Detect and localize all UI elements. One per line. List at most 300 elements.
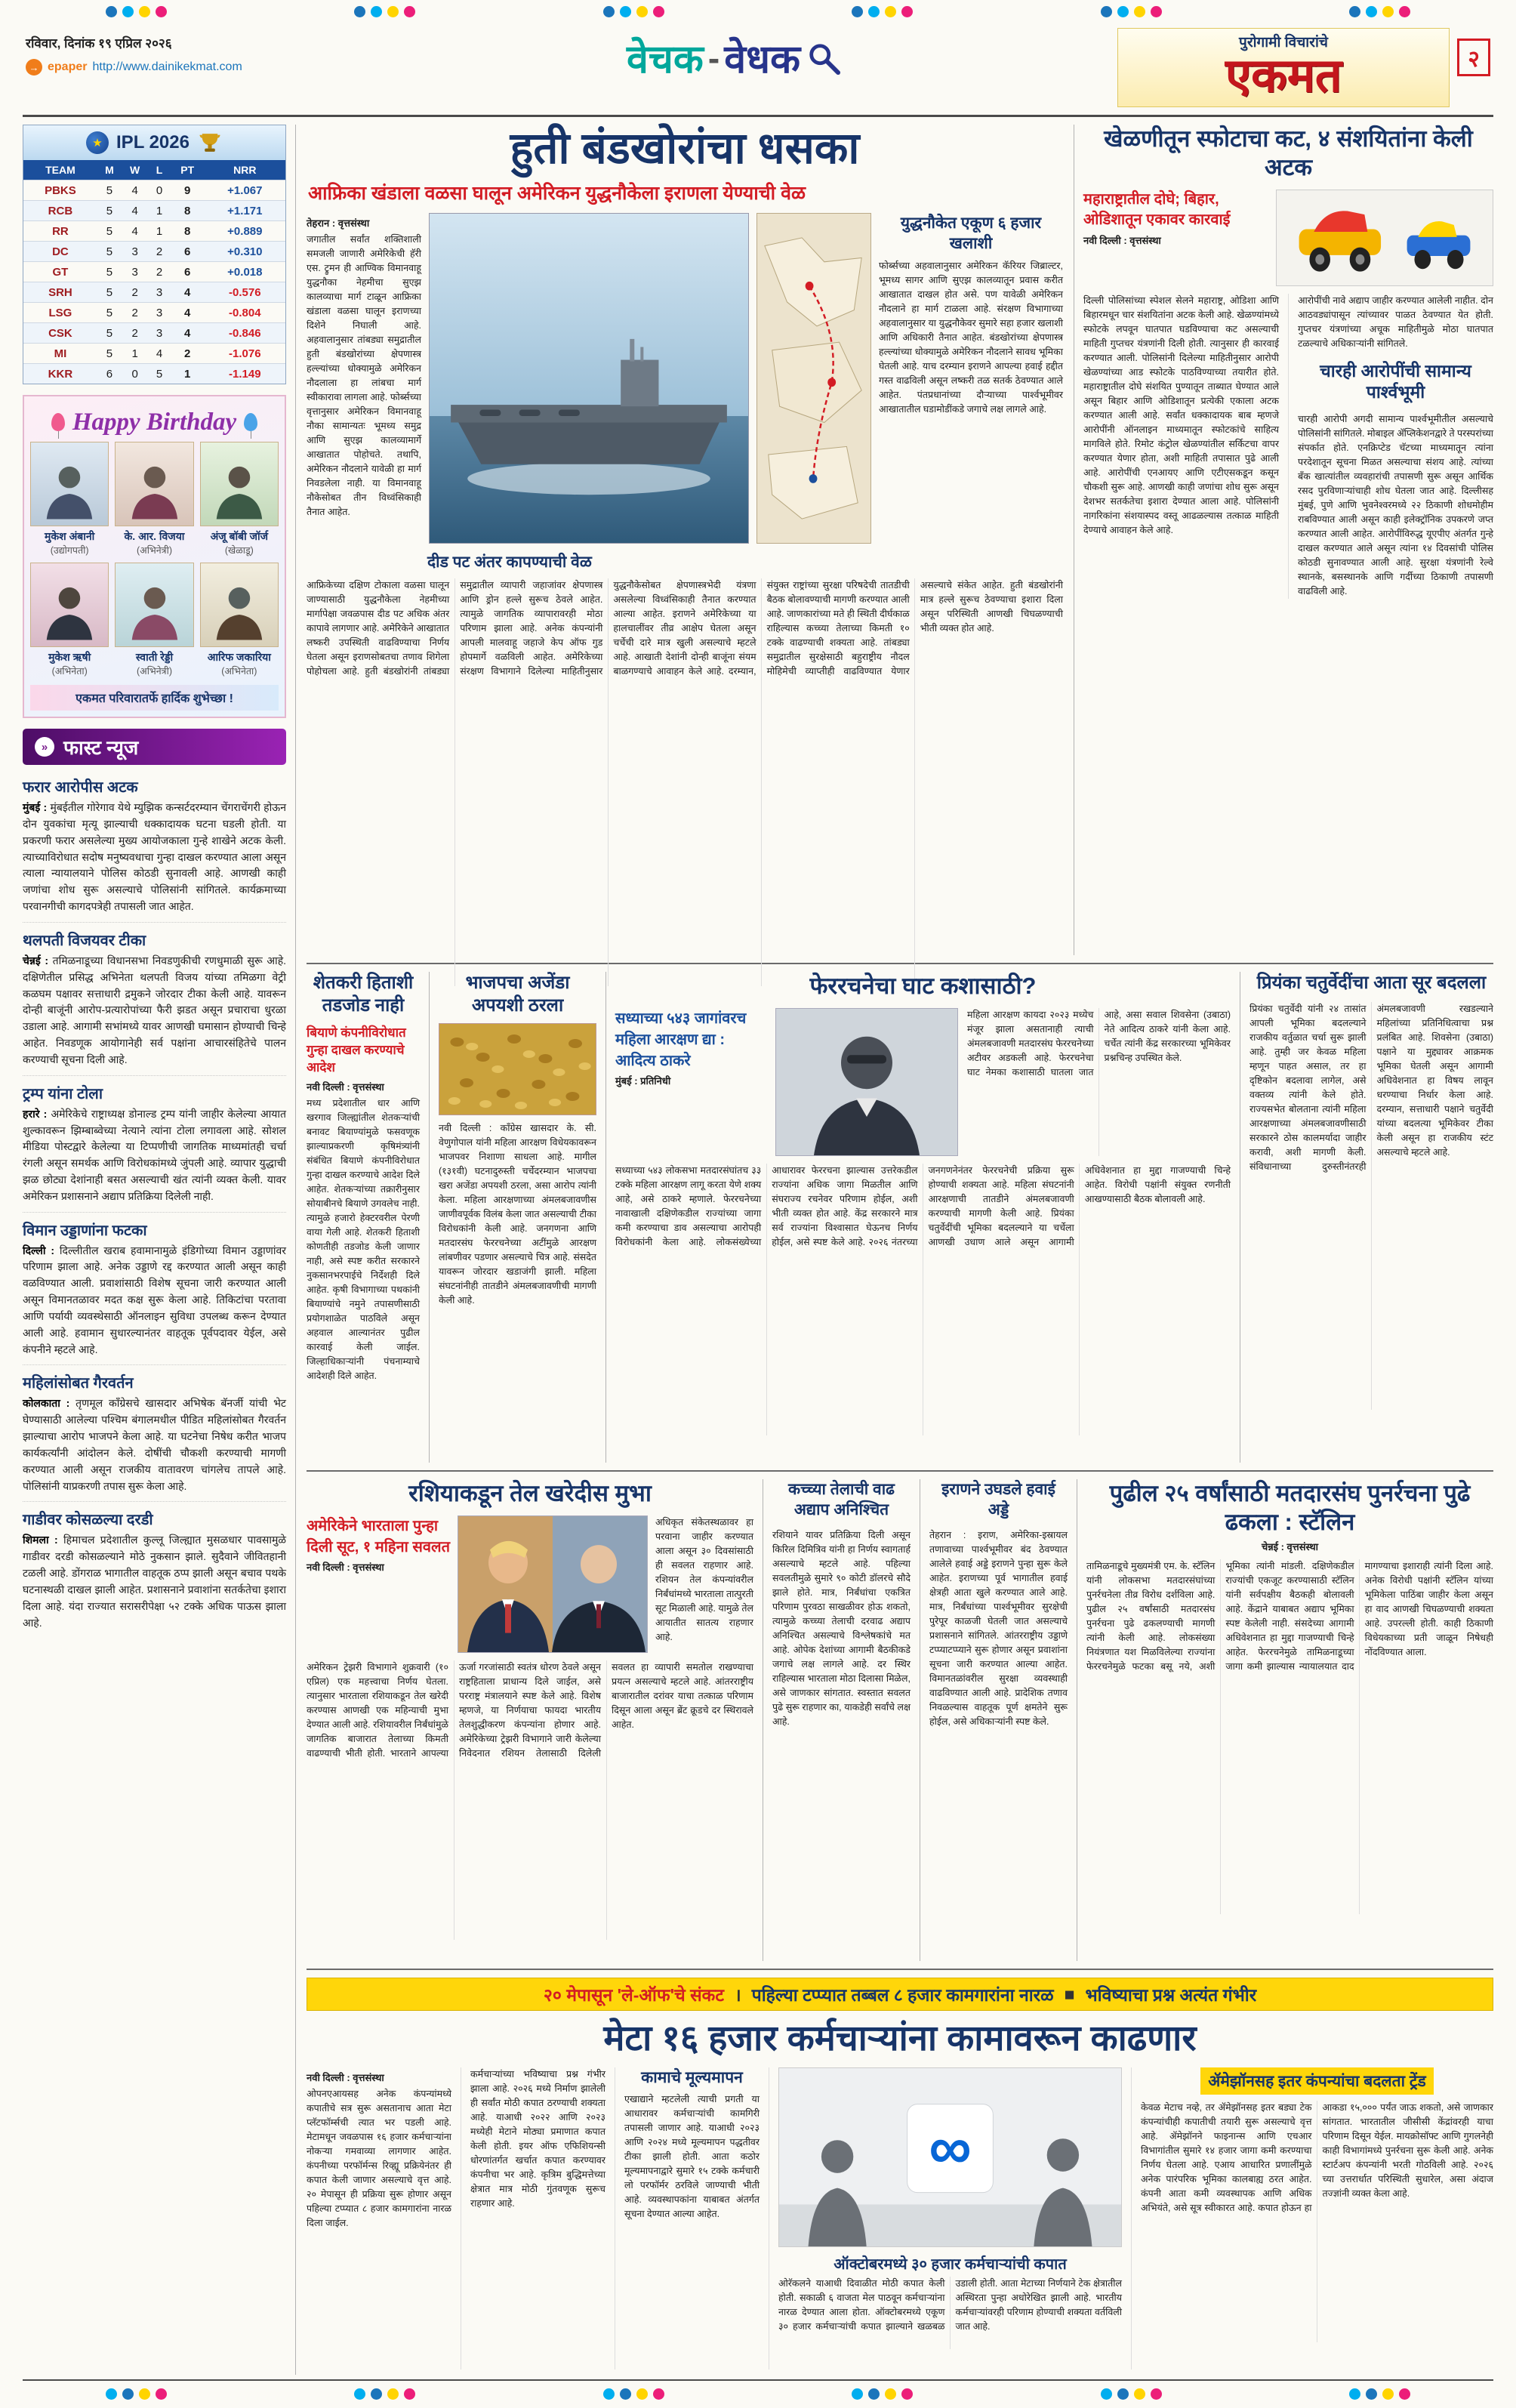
toy-body-right-intro: आरोपींची नावे अद्याप जाहीर करण्यात आलेली नाहीत. दोन आठवड्यांपासून त्यांच्यावर पाळत ठेवण्यात येत होती. गुप्तचर यंत्रणांच्या अचूक माहितीमुळे मोठा घातपात टळल्याचे अधिकाऱ्यांनी सांगितले. bbox=[1298, 294, 1493, 349]
registration-dot bbox=[1151, 6, 1162, 17]
meta-column-2-text: कर्मचाऱ्यांच्या भविष्याचा प्रश्न गंभीर झाला आहे. २०२६ मध्ये निर्माण झालेली ही सर्वांत मोठी कपात ठरण्याची शक्यता आहे. याआधी २०२२ आणि २०२३ मध्येही मेटाने मोठ्या प्रमाणात कपात केली होती. इयर ऑफ एफिशियन्सी धोरणांतर्गत खर्चात कपात करण्यावर कंपनीचा भर आहे. कृत्रिम बुद्धिमत्तेच्या क्षेत्रात मात्र मोठी गुंतवणूक सुरूच राहणार आहे. bbox=[470, 2068, 605, 2209]
crude-body-text: रशियाने यावर प्रतिक्रिया दिली असून किरिल दिमित्रिव यांनी हा निर्णय स्वागतार्ह असल्याचे म्हटले आहे. पहिल्या सवलतीमुळे सुमारे ९० कोटी डॉलरचे सौदे झाले होते. मात्र, निर्बंधांचा एकत्रित परिणाम पुरवठा साखळीवर होऊ शकतो, त्यामुळे कच्च्या तेलाची दरवाढ अद्याप अनिश्चित असल्याचे विश्लेषकांचे मत आहे. ओपेक देशांच्या आगामी बैठकीकडे जगाचे लक्ष लागले आहे. दर स्थिर राहिल्यास भारताला मोठा दिलासा मिळेल, असे जाणकार सांगतात. स्वस्तात सवलत पुढे सुरू राहणार का, याकडेही सर्वांचे लक्ष आहे. bbox=[772, 1529, 911, 1727]
registration-dot bbox=[1134, 6, 1145, 17]
ipl-cell: -0.576 bbox=[205, 282, 285, 303]
ipl-cell: 4 bbox=[171, 303, 205, 323]
ipl-cell: +0.889 bbox=[205, 221, 285, 242]
leaders-photo bbox=[458, 1515, 648, 1653]
birthday-card bbox=[30, 563, 109, 677]
fast-news-item bbox=[23, 769, 286, 923]
fast-news-headline: थलपती विजयवर टीका bbox=[23, 932, 146, 949]
page-header bbox=[23, 20, 1493, 117]
meta-content-row bbox=[307, 2067, 1493, 2369]
ipl-cell: 3 bbox=[122, 262, 148, 282]
stalin-body-text: तामिळनाडूचे मुख्यमंत्री एम. के. स्टॅलिन यांनी लोकसभा मतदारसंघांच्या पुनर्रचनेला तीव्र विरोध दर्शविला आहे. पुढील २५ वर्षांसाठी मतदारसंघ पुनर्रचना पुढे ढकलण्याची मागणी त्यांनी केली आहे. लोकसंख्या नियंत्रणात यश मिळविलेल्या राज्यांना फेररचनेमुळे फटका बसू नये, अशी भूमिका त्यांनी मांडली. दक्षिणेकडील राज्यांची एकजूट करण्यासाठी स्टॅलिन यांनी सर्वपक्षीय बैठकही बोलावली आहे. केंद्राने याबाबत अद्याप भूमिका स्पष्ट केलेली नाही. संसदेच्या आगामी अधिवेशनात हा मुद्दा गाजण्याची चिन्हे आहेत. फेररचनेमुळे तामिळनाडूच्या जागा कमी झाल्यास न्यायालयात दाद मागण्याचा इशाराही त्यांनी दिला आहे. अनेक विरोधी पक्षांनी स्टॅलिन यांच्या भूमिकेला पाठिंबा जाहीर केला असून हा वाद आणखी चिघळण्याची शक्यता आहे. उपरल्ली होती. काही ठिकाणी विधेयकाच्या प्रती जाळून निषेधही नोंदविण्यात आला. bbox=[1086, 1560, 1493, 1672]
logo-dash: - bbox=[707, 38, 720, 78]
ipl-cell: 2 bbox=[171, 344, 205, 364]
ipl-cell: 6 bbox=[171, 262, 205, 282]
banner-part-3: भविष्याचा प्रश्न अत्यंत गंभीर bbox=[1085, 1985, 1257, 2006]
ipl-cell: 0 bbox=[148, 180, 170, 201]
fast-news bbox=[23, 729, 286, 1638]
grain-photo bbox=[439, 1023, 596, 1115]
priyanka-article bbox=[1240, 972, 1493, 1463]
table-row bbox=[23, 262, 285, 282]
fast-news-body bbox=[23, 1243, 286, 1358]
ipl-cell: -0.804 bbox=[205, 303, 285, 323]
logo-word-vedhak: वेधक bbox=[724, 38, 801, 82]
fast-news-item bbox=[23, 1213, 286, 1366]
priyanka-headline: प्रियंका चतुर्वेदींचा आता सूर बदलला bbox=[1256, 973, 1487, 994]
birthday-grid bbox=[30, 442, 279, 677]
registration-dot bbox=[1151, 2388, 1162, 2400]
ipl-cell: 4 bbox=[171, 323, 205, 344]
meta-office-photo bbox=[778, 2067, 1122, 2247]
registration-dot bbox=[371, 6, 382, 17]
person-photo bbox=[200, 563, 279, 647]
fast-news-city: शिमला : bbox=[23, 1534, 58, 1546]
registration-dot bbox=[1134, 2388, 1145, 2400]
fast-news-city: कोलकाता : bbox=[23, 1397, 70, 1410]
registration-dot bbox=[901, 2388, 913, 2400]
registration-dot bbox=[1399, 2388, 1410, 2400]
trophy-icon bbox=[197, 130, 223, 156]
ipl-cell: 6 bbox=[171, 242, 205, 262]
registration-dot bbox=[1349, 6, 1360, 17]
registration-dot-group bbox=[1101, 6, 1162, 17]
bjp-headline: भाजपचा अजेंडा अपयशी ठरला bbox=[465, 973, 570, 1016]
bjp-agenda-article bbox=[429, 972, 596, 1463]
meta-dateline: नवी दिल्ली : वृत्तसंस्था bbox=[307, 2071, 384, 2083]
registration-dot bbox=[354, 6, 365, 17]
registration-dot bbox=[885, 6, 896, 17]
fast-news-body bbox=[23, 1106, 286, 1205]
magnifier-icon bbox=[806, 41, 841, 76]
birthday-footer: एकमत परिवारातर्फे हार्दिक शुभेच्छा ! bbox=[30, 685, 279, 711]
ipl-cell: 2 bbox=[122, 323, 148, 344]
registration-dot bbox=[868, 6, 880, 17]
birthday-card bbox=[200, 563, 279, 677]
ipl-cell: RR bbox=[23, 221, 97, 242]
toy-blast-headline: खेळणीतून स्फोटाचा कट, ४ संशयितांना केली अटक bbox=[1104, 125, 1473, 180]
ipl-cell: RCB bbox=[23, 201, 97, 221]
iran-airports-article bbox=[920, 1479, 1068, 1961]
ipl-cell: 3 bbox=[148, 282, 170, 303]
meta-office-illustration bbox=[779, 2068, 1121, 2246]
ipl-cell: +0.310 bbox=[205, 242, 285, 262]
date-line: रविवार, दिनांक १९ एप्रिल २०२६ bbox=[26, 36, 172, 51]
aircraft-carrier-photo bbox=[429, 213, 749, 544]
ipl-cell: GT bbox=[23, 262, 97, 282]
registration-dot bbox=[354, 2388, 365, 2400]
birthday-title: Happy Birthday bbox=[72, 408, 237, 436]
registration-dot bbox=[404, 6, 415, 17]
ipl-cell: 1 bbox=[171, 364, 205, 384]
route-map-illustration bbox=[757, 214, 870, 543]
meta-column-1 bbox=[307, 2067, 451, 2369]
ipl-cell: 3 bbox=[122, 242, 148, 262]
registration-dot bbox=[1117, 2388, 1129, 2400]
restructure-top-row bbox=[615, 1008, 1231, 1156]
toy-top-row bbox=[1083, 190, 1493, 286]
lead-subhead: आफ्रिका खंडाला वळसा घालून अमेरिकन युद्धनौकेला इराणला येण्याची वेळ bbox=[308, 183, 806, 205]
lead-body-text: आफ्रिकेच्या दक्षिण टोकाला वळसा घालून जाण्यासाठी युद्धनौकेला नेहमीच्या मार्गापेक्षा जवळपास दीड पट अधिक अंतर कापावे लागणार आहे. अमेरिकेने आखातात लष्करी उपस्थिती वाढविण्याचा निर्णय घेतला असून इराणसोबतचा तणाव शिगेला पोहोचला आहे. हुती बंडखोरांनी तांबड्या समुद्रातील व्यापारी जहाजांवर क्षेपणास्त्र आणि ड्रोन हल्ले सुरूच ठेवले आहेत. त्यामुळे जागतिक व्यापारावरही मोठा परिणाम झाला आहे. अनेक कंपन्यांनी आपली मालवाहू जहाजे केप ऑफ गुड होपमार्गे वळविली आहेत. अमेरिकेच्या संरक्षण विभागाने दिलेल्या माहितीनुसार युद्धनौकेसोबत क्षेपणास्त्रभेदी यंत्रणा असलेल्या विध्वंसिकाही तैनात करण्यात आल्या आहेत. इराणने अमेरिकेच्या या हालचालींवर तीव्र आक्षेप घेतला असून चर्चेची दारे मात्र खुली असल्याचे म्हटले आहे. आखाती देशांनी दोन्ही बाजूंना संयम बाळगण्याचे आवाहन केले आहे. दरम्यान, संयुक्त राष्ट्रांच्या सुरक्षा परिषदेची तातडीची बैठक बोलावण्याची मागणी करण्यात आली आहे. जाणकारांच्या मते ही स्थिती दीर्घकाळ राहिल्यास कच्च्या तेलाच्या किमती १० टक्के वाढण्याची शक्यता आहे. तांबड्या समुद्रातील सुरक्षेसाठी बहुराष्ट्रीय नौदल मोहिमेची व्याप्तीही वाढविण्यात येणार असल्याचे संकेत आहेत. हुती बंडखोरांनी मात्र हल्ले सुरूच ठेवण्याचा इशारा दिला असून परिस्थिती आणखी चिघळण्याची भीती व्यक्त होत आहे. bbox=[307, 580, 1063, 677]
fast-news-body bbox=[23, 953, 286, 1068]
registration-dot-group bbox=[852, 2388, 913, 2400]
stalin-dateline: चेन्नई : वृत्तसंस्था bbox=[1261, 1540, 1319, 1552]
toy-dateline: नवी दिल्ली : वृत्तसंस्था bbox=[1083, 234, 1161, 246]
toy-body-columns bbox=[1083, 294, 1493, 600]
ipl-cell: 5 bbox=[97, 262, 122, 282]
registration-dot-group bbox=[106, 6, 167, 17]
restructure-article bbox=[605, 972, 1231, 1463]
ipl-cell: 0 bbox=[122, 364, 148, 384]
person-name: के. आर. विजया bbox=[124, 530, 185, 543]
registration-dot bbox=[603, 6, 615, 17]
fast-news-headline: महिलांसोबत गैरवर्तन bbox=[23, 1375, 134, 1392]
person-name: आरिफ जकारिया bbox=[207, 651, 271, 664]
amazon-trend-subhead: ॲमेझॉनसह इतर कंपन्यांचा बदलता ट्रेंड bbox=[1200, 2067, 1433, 2095]
ipl-cell: 4 bbox=[122, 201, 148, 221]
lead-headline: हुती बंडखोरांचा धसका bbox=[510, 124, 860, 174]
fast-news-body bbox=[23, 1532, 286, 1631]
oil-headline: रशियाकडून तेल खरेदीस मुभा bbox=[408, 1480, 652, 1507]
registration-dot bbox=[1399, 6, 1410, 17]
banner-part-1: २० मेपासून 'ले-ऑफ'चे संकट bbox=[543, 1985, 724, 2006]
page-content bbox=[23, 117, 1493, 2375]
toy-blast-subhead: महाराष्ट्रातील दोघे; बिहार, ओडिशातून एकावर कारवाई bbox=[1083, 190, 1231, 228]
ipl-cell: 5 bbox=[97, 180, 122, 201]
svg-text:∞: ∞ bbox=[929, 2112, 972, 2181]
aaditya-thackeray-photo bbox=[775, 1008, 958, 1156]
person-photo bbox=[30, 563, 109, 647]
ipl-col-header: L bbox=[148, 160, 170, 180]
fast-news-text: अमेरिकेचे राष्ट्राध्यक्ष डोनाल्ड ट्रम्प यांनी जाहीर केलेल्या आयात शुल्कावरून झिम्बाब्वेच्या नेत्याने त्यांना टोला लगावला आहे. सोशल मीडिया पोस्टद्वारे केलेल्या या टिप्पणीची जागतिक माध्यमांतही चर्चा रंगली असून समर्थक आणि विरोधकांमध्ये जुंपली आहे. व्यापार युद्धाची झळ छोट्या देशांनाही बसत असल्याची खंत त्यांनी व्यक्त केली. यावर अमेरिकन प्रशासनाने अद्याप प्रतिक्रिया दिलेली नाही. bbox=[23, 1107, 286, 1202]
ipl-cell: 2 bbox=[148, 242, 170, 262]
registration-dot-group bbox=[852, 6, 913, 17]
crude-oil-article bbox=[763, 1479, 911, 1961]
iran-headline: इराणने उघडले हवाई अड्डे bbox=[941, 1481, 1055, 1519]
registration-dot bbox=[122, 6, 134, 17]
epaper-line bbox=[26, 59, 350, 76]
oil-article bbox=[307, 1479, 753, 1961]
oil-top-row bbox=[307, 1515, 753, 1653]
speaker-portrait-illustration bbox=[776, 1009, 957, 1155]
registration-dot bbox=[636, 6, 648, 17]
evaluation-text: एखाद्याने म्हटलेली त्याची प्रगती या आधारावर कर्मचाऱ्यांची कामगिरी तपासली जाणार आहे. याआधी २०२३ आणि २०२४ मध्ये मूल्यमापन पद्धतीवर टीका झाली होती. आता कठोर मूल्यमापनाद्वारे सुमारे १५ टक्के कर्मचारी लो परफॉर्मर ठरविले जाण्याची भीती आहे. व्यवस्थापकांना याबाबत अंतर्गत सूचना देण्यात आल्या आहेत. bbox=[624, 2094, 760, 2220]
person-name: मुकेश अंबानी bbox=[45, 530, 95, 543]
meta-layoffs-section bbox=[307, 1970, 1493, 2369]
ipl-cell: +1.171 bbox=[205, 201, 285, 221]
oil-side-text: अधिकृत संकेतस्थळावर हा परवाना जाहीर करण्यात आला असून ३० दिवसांसाठी ही सवलत राहणार आहे. रशियन तेल कंपन्यांवरील निर्बंधांमध्ये भारताला तात्पुरती सूट मिळाली आहे. यामुळे तेल आयातीत सातत्य राहणार आहे. bbox=[655, 1516, 753, 1642]
table-row bbox=[23, 201, 285, 221]
birthday-card bbox=[115, 442, 193, 557]
ipl-col-header: NRR bbox=[205, 160, 285, 180]
registration-dot bbox=[404, 2388, 415, 2400]
ipl-cell: 5 bbox=[97, 221, 122, 242]
registration-dot-group bbox=[603, 2388, 664, 2400]
fast-news-text: तमिळनाडूच्या विधानसभा निवडणुकीची रणधुमाळी सुरू आहे. दक्षिणेतील प्रसिद्ध अभिनेता थलपती विजय यांच्या तमिळगा वेट्री कळघम पक्षावर सत्ताधारी द्रमुकने जोरदार टीका केली आहे. यावरून दोन्ही बाजूंनी आरोप-प्रत्यारोपांच्या फैरी झडत असून प्रचाराचा धुरळा उडाला आहे. आगामी सभांमध्ये यावर आणखी घमासान होण्याची चिन्हे आहेत. निवडणूक आयोगानेही सर्व पक्षांना आचारसंहितेचे पालन करण्याची सूचना दिली आहे. bbox=[23, 954, 287, 1065]
person-role: (अभिनेत्री) bbox=[137, 545, 172, 557]
amazon-trend-column bbox=[1131, 2067, 1493, 2369]
ipl-cell: 5 bbox=[97, 282, 122, 303]
registration-dot bbox=[1366, 2388, 1377, 2400]
ipl-col-header: W bbox=[122, 160, 148, 180]
ipl-cell: 3 bbox=[148, 323, 170, 344]
registration-dot-group bbox=[354, 2388, 415, 2400]
ipl-cell: MI bbox=[23, 344, 97, 364]
farmer-dateline: नवी दिल्ली : वृत्तसंस्था bbox=[307, 1081, 384, 1093]
registration-dot bbox=[1382, 2388, 1394, 2400]
ipl-points-table bbox=[23, 125, 286, 384]
fast-news-headline: विमान उड्डाणांना फटका bbox=[23, 1222, 147, 1239]
registration-dot bbox=[1366, 6, 1377, 17]
meta-evaluation-column bbox=[615, 2067, 760, 2369]
registration-dot-group bbox=[603, 6, 664, 17]
birthday-box bbox=[23, 395, 286, 718]
registration-dot bbox=[653, 2388, 664, 2400]
route-map bbox=[756, 213, 871, 544]
farmer-article bbox=[307, 972, 420, 1463]
balloon-icon bbox=[244, 413, 257, 431]
registration-dot bbox=[156, 6, 167, 17]
sidebar bbox=[23, 125, 296, 2375]
ipl-cell: 4 bbox=[171, 282, 205, 303]
photo-caption: दीड पट अंतर कापण्याची वेळ bbox=[427, 553, 592, 572]
ipl-cell: 8 bbox=[171, 221, 205, 242]
stalin-article bbox=[1077, 1479, 1493, 1961]
ipl-cell: 9 bbox=[171, 180, 205, 201]
epaper-label: epaper bbox=[48, 60, 88, 73]
registration-dot bbox=[1117, 6, 1129, 17]
lead-article bbox=[307, 125, 1063, 955]
ipl-cell: 1 bbox=[148, 221, 170, 242]
lead-right-column bbox=[879, 213, 1063, 544]
person-photo bbox=[30, 442, 109, 526]
fast-news-body bbox=[23, 800, 286, 915]
birthday-card bbox=[30, 442, 109, 557]
oil-subhead: अमेरिकेने भारताला पुन्हा दिली सूट, १ महिना सवलत bbox=[307, 1517, 450, 1555]
top-row bbox=[307, 125, 1493, 964]
section-logo bbox=[350, 28, 1117, 85]
aircraft-carrier-illustration bbox=[430, 214, 748, 543]
meta-column-2 bbox=[461, 2067, 605, 2369]
main-content bbox=[307, 125, 1493, 2375]
banner-part-2: पहिल्या टप्प्यात तब्बल ८ हजार कामगारांना नारळ bbox=[751, 1985, 1054, 2006]
header-right bbox=[1117, 28, 1490, 107]
ipl-cell: 2 bbox=[148, 262, 170, 282]
person-photo bbox=[200, 442, 279, 526]
masthead bbox=[1117, 28, 1450, 107]
toy-body-right-text: चारही आरोपी अगदी सामान्य पार्श्वभूमीतील असल्याचे पोलिसांनी सांगितले. मोबाइल ॲप्लिकेशनद्वारे ते परस्परांच्या संपर्कात होते. एनक्रिप्टेड चॅटच्या माध्यमातून त्यांना परदेशातून सूचना मिळत असल्याचा संशय आहे. त्यांच्या बँक खात्यांतील व्यवहारांची तपासणी सुरू असून आर्थिक रसद पुरविणाऱ्यांचाही शोध घेतला जात आहे. दिल्लीसह मुंबई, पुणे आणि भुवनेश्वरमध्ये २२ ठिकाणी शोधमोहीम राबविण्यात आली असून काही इलेक्ट्रॉनिक उपकरणे जप्त करण्यात आली आहेत. आरोपींविरुद्ध यूएपीए अंतर्गत गुन्हे दाखल करण्यात आले असून त्यांना १४ दिवसांची पोलिस कोठडी सुनावण्यात आली आहे. सुरक्षा यंत्रणांनी रेल्वे स्थानके, बसस्थानके आणि गर्दीच्या ठिकाणी तपासणी वाढविली आहे. bbox=[1298, 414, 1494, 597]
registration-marks-top bbox=[23, 0, 1493, 20]
table-row bbox=[23, 180, 285, 201]
restructure-subhead: सध्याच्या ५४३ जागांवरच महिला आरक्षण द्या : आदित्य ठाकरे bbox=[615, 1010, 747, 1069]
ipl-title: IPL 2026 bbox=[116, 132, 190, 153]
registration-dot bbox=[1349, 2388, 1360, 2400]
lower-band bbox=[307, 1472, 1493, 1970]
fast-news-item bbox=[23, 1365, 286, 1502]
ipl-cell: 5 bbox=[148, 364, 170, 384]
registration-dot bbox=[371, 2388, 382, 2400]
evaluation-subhead: कामाचे मूल्यमापन bbox=[641, 2068, 743, 2086]
bjp-body-text: नवी दिल्ली : काँग्रेस खासदार के. सी. वेणुगोपाल यांनी महिला आरक्षण विधेयकावरून भाजपवर निशाणा साधला आहे. मागील (१३१वी) घटनादुरुस्ती चर्चेदरम्यान भाजपचा खरा अजेंडा अपयशी ठरला, असा आरोप त्यांनी केला. महिला आरक्षणाच्या अंमलबजावणीस जाणीवपूर्वक विलंब केला जात असल्याची टीका विरोधकांनी केली आहे. जनगणना आणि मतदारसंघ फेररचनेच्या अटींमुळे आरक्षण लांबणीवर पडणार असल्याचे चित्र आहे. संसदेत यावरून जोरदार खडाजंगी झाली. महिला संघटनांनीही तातडीने अंमलबजावणीची मागणी केली आहे. bbox=[439, 1123, 596, 1306]
layoff-banner bbox=[307, 1978, 1493, 2011]
restructure-subhead-block bbox=[615, 1008, 766, 1156]
priyanka-body-text: प्रियंका चतुर्वेदी यांनी २४ तासांत आपली भूमिका बदलल्याने राजकीय वर्तुळात चर्चा सुरू झाली आहे. तुम्ही जर केवळ महिला म्हणून पाहत असाल, तर हा दृष्टिकोन बदलावा लागेल, असे वक्तव्य त्यांनी केले होते. राज्यसभेत बोलताना त्यांनी महिला आरक्षणाच्या अंमलबजावणीसाठी सरकारने ठोस कालमर्यादा जाहीर करावी, अशी मागणी केली. संविधानाच्या दुरुस्तीनंतरही अंमलबजावणी रखडल्याने महिलांच्या प्रतिनिधित्वाचा प्रश्न प्रलंबित आहे. शिवसेना (उबाठा) पक्षाने या मुद्द्यावर आक्रमक भूमिका घेतली असून आगामी अधिवेशनात हा विषय लावून धरण्याचा निर्धार केला आहे. दरम्यान, सत्ताधारी पक्षाने चतुर्वेदी यांच्या बदलत्या भूमिकेवर टीका केली असून हा राजकीय स्टंट असल्याचे म्हटले आहे. bbox=[1249, 1004, 1493, 1173]
banner-separator: । bbox=[734, 1985, 741, 2006]
meta-photo-column bbox=[769, 2067, 1122, 2369]
iran-body-text: तेहरान : इराण, अमेरिका-इस्रायल तणावाच्या पार्श्वभूमीवर बंद ठेवण्यात आलेले हवाई अड्डे इराणने पुन्हा सुरू केले आहेत. इराणच्या पूर्व भागातील हवाई क्षेत्रही आता खुले करण्यात आले आहे. मात्र, निर्बंधांच्या पार्श्वभूमीवर सुरक्षेची पुरेपूर काळजी घेतली जात असल्याचे प्रशासनाने सांगितले. आंतरराष्ट्रीय उड्डाणे टप्प्याटप्प्याने सुरू होणार असून प्रवाशांना सूचना जारी करण्यात आल्या आहेत. विमानतळांवरील सुरक्षा व्यवस्थाही वाढविण्यात आली आहे. प्रादेशिक तणाव निवळल्यास वाहतूक पूर्ण क्षमतेने सुरू होईल, असे अधिकाऱ्यांनी स्पष्ट केले. bbox=[929, 1529, 1068, 1727]
registration-dot bbox=[106, 6, 117, 17]
ipl-cell: +1.067 bbox=[205, 180, 285, 201]
person-name: अंजू बॉबी जॉर्ज bbox=[210, 530, 269, 543]
ipl-cell: KKR bbox=[23, 364, 97, 384]
leaders-illustration bbox=[458, 1516, 647, 1652]
registration-dot bbox=[1101, 6, 1112, 17]
ipl-cell: 2 bbox=[122, 282, 148, 303]
amazon-trend-text: केवळ मेटाच नव्हे, तर ॲमेझॉनसह इतर बड्या टेक कंपन्यांचीही कपातीची तयारी सुरू असल्याचे वृत्त आहे. ॲमेझॉनने फाइनान्स आणि एचआर विभागांतील सुमारे १४ हजार जागा कमी करण्याचा निर्णय घेतला आहे. एआय आधारित प्रणालींमुळे अनेक पारंपरिक भूमिका कालबाह्य ठरत आहेत. कंपनी आता कमी व्यवस्थापक आणि अधिक अभियंते, असे सूत्र स्वीकारत आहे. कपात होऊन हा आकडा १५,००० पर्यंत जाऊ शकतो, असे जाणकार सांगतात. भारतातील जीसीसी केंद्रांवरही याचा परिणाम दिसून येईल. मायक्रोसॉफ्ट आणि गुगलनेही काही विभागांमध्ये पुनर्रचना सुरू केली आहे. अनेक स्टार्टअप कंपन्यांनी भरती गोठविली आहे. २०२६ च्या उत्तरार्धात परिस्थिती सुधारेल, असा अंदाज तज्ज्ञांनी व्यक्त केला आहे. bbox=[1141, 2101, 1493, 2213]
ipl-cell: 4 bbox=[122, 221, 148, 242]
toy-subhead-block bbox=[1083, 190, 1268, 286]
registration-dot-group bbox=[1349, 6, 1410, 17]
birthday-header bbox=[30, 402, 279, 442]
fast-news-item bbox=[23, 1502, 286, 1638]
registration-dot bbox=[603, 2388, 615, 2400]
meta-headline: मेटा १६ हजार कर्मचाऱ्यांना कामावरून काढणार bbox=[603, 2018, 1197, 2058]
registration-dot bbox=[139, 6, 150, 17]
lead-top-row bbox=[307, 213, 1063, 544]
fast-news-title: फास्ट न्यूज bbox=[63, 736, 139, 760]
ipl-table bbox=[23, 160, 285, 384]
lead-dateline: तेहरान : वृत्तसंस्था bbox=[307, 217, 370, 230]
registration-dot bbox=[620, 2388, 631, 2400]
farmer-headline: शेतकरी हिताशी तडजोड नाही bbox=[313, 973, 414, 1016]
person-role: (अभिनेता) bbox=[221, 666, 257, 677]
banner-separator: ■ bbox=[1064, 1984, 1075, 2004]
middle-band bbox=[307, 964, 1493, 1472]
crude-headline: कच्च्या तेलाची वाढ अद्याप अनिश्चित bbox=[787, 1481, 895, 1519]
person-role: (उद्योगपती) bbox=[50, 545, 89, 557]
ipl-cell: SRH bbox=[23, 282, 97, 303]
lead-column-1 bbox=[307, 213, 421, 544]
lead-right-subhead: युद्धनौकेत एकूण ६ हजार खलाशी bbox=[900, 214, 1042, 253]
registration-dot bbox=[387, 2388, 399, 2400]
registration-dot bbox=[636, 2388, 648, 2400]
ipl-cell: 4 bbox=[122, 180, 148, 201]
registration-dot bbox=[156, 2388, 167, 2400]
toy-blast-article bbox=[1074, 125, 1493, 955]
ipl-cell: +0.018 bbox=[205, 262, 285, 282]
registration-dot bbox=[620, 6, 631, 17]
fast-news-body bbox=[23, 1395, 286, 1494]
birthday-card bbox=[200, 442, 279, 557]
ipl-cell: -1.076 bbox=[205, 344, 285, 364]
ipl-cell: 5 bbox=[97, 303, 122, 323]
person-role: (अभिनेता) bbox=[51, 666, 88, 677]
fast-news-text: हिमाचल प्रदेशातील कुल्लू जिल्ह्यात मुसळधार पावसामुळे गाडीवर दरडी कोसळल्याने मोठे नुकसान झाले. सुदैवाने जीवितहानी टळली आहे. डोंगराळ भागातील वाहतूक ठप्प झाली असून बचाव पथके घटनास्थळी दाखल झाली आहेत. प्रशासनाने प्रवाशांना सतर्कतेचा इशारा दिला आहे. यंदा राज्यात सरासरीपेक्षा ५२ टक्के अधिक पाऊस झाला आहे. bbox=[23, 1534, 286, 1629]
toy-car-illustration bbox=[1277, 190, 1493, 285]
restructure-intro bbox=[967, 1008, 1231, 1156]
table-row bbox=[23, 323, 285, 344]
logo-word-vechak: वेचक bbox=[626, 38, 704, 82]
birthday-card bbox=[115, 563, 193, 677]
ipl-cell: -1.149 bbox=[205, 364, 285, 384]
table-row bbox=[23, 303, 285, 323]
registration-dot bbox=[106, 2388, 117, 2400]
oil-body-text: अमेरिकन ट्रेझरी विभागाने शुक्रवारी (१० एप्रिल) एक महत्त्वाचा निर्णय घेतला. त्यानुसार भारताला रशियाकडून तेल खरेदी करण्यास आणखी एक महिन्याची मुभा देण्यात आली आहे. रशियावरील निर्बंधांमुळे जागतिक बाजारात तेलाच्या किमती वाढण्याची भीती होती. भारताने आपल्या ऊर्जा गरजांसाठी स्वतंत्र धोरण ठेवले असून राष्ट्रहिताला प्राधान्य दिले जाईल, असे परराष्ट्र मंत्रालयाने स्पष्ट केले आहे. विशेष म्हणजे, या निर्णयाचा फायदा भारतीय तेलशुद्धीकरण कंपन्यांना होणार आहे. अमेरिकेच्या ट्रेझरी विभागाने जारी केलेल्या निवेदनात रशियन तेलासाठी दिलेली सवलत हा व्यापारी समतोल राखण्याचा प्रयत्न असल्याचे म्हटले आहे. आंतरराष्ट्रीय बाजारातील दरांवर याचा तत्काळ परिणाम दिसून आला असून ब्रेंट क्रूडचे दर स्थिरावले आहेत. bbox=[307, 1661, 753, 1759]
fast-news-text: मुंबईतील गोरेगाव येथे म्युझिक कन्सर्टदरम्यान चेंगराचेंगरी होऊन दोन युवकांचा मृत्यू झाल्याची धक्कादायक घटना घडली होती. या प्रकरणी फरार असलेल्या मुख्य आयोजकाला गुन्हे शाखेने अटक केली. त्याच्याविरोधात सदोष मनुष्यवधाचा गुन्हा दाखल करण्यात आला असून त्याला न्यायालयाने पोलिस कोठडी सुनावली आहे. आणखी काही जणांचा शोध सुरू असल्याचे पोलिसांनी सांगितले. कार्यक्रमाच्या परवानगीची कागदपत्रेही तपासली जात आहेत. bbox=[23, 801, 287, 913]
ipl-cell: 1 bbox=[148, 201, 170, 221]
ipl-cell: 2 bbox=[122, 303, 148, 323]
lead-right-text: फोर्ब्सच्या अहवालानुसार अमेरिकन कॅरियर जिब्राल्टर, भूमध्य सागर आणि सुएझ कालव्यातून प्रवास करीत आखातात दाखल होत असे. पण यावेळी अमेरिकन नौदलाने हा मार्ग टाळला आहे. संरक्षण विभागाच्या अहवालानुसार या युद्धनौकेवर सुमारे सहा हजार खलाशी आणि अधिकारी तैनात आहेत. बंडखोरांच्या क्षेपणास्त्र हल्ल्यांच्या धोक्यामुळे अमेरिकन नौदलाने सावध भूमिका घेतली आहे. याच दरम्यान इराणने आपल्या हवाई हद्दीत गस्त वाढविली असून लष्करी तळ सतर्क ठेवण्यात आले आहेत. पंतप्रधानांच्या दौऱ्याच्या पार्श्वभूमीवर आखातातील घडामोडींकडे जगाचे लक्ष लागले आहे. bbox=[879, 260, 1063, 415]
ipl-col-header: M bbox=[97, 160, 122, 180]
oil-subhead-block bbox=[307, 1515, 450, 1653]
table-row bbox=[23, 282, 285, 303]
registration-dot bbox=[653, 6, 664, 17]
farmer-subhead: बियाणे कंपनीविरोधात गुन्हा दाखल करण्याचे आदेश bbox=[307, 1025, 406, 1075]
masthead-title: एकमत bbox=[1225, 50, 1342, 102]
ipl-cell: -0.846 bbox=[205, 323, 285, 344]
ipl-cell: 5 bbox=[97, 323, 122, 344]
ipl-col-header: PT bbox=[171, 160, 205, 180]
registration-dot bbox=[868, 2388, 880, 2400]
ipl-cell: 4 bbox=[148, 344, 170, 364]
october-layoffs-subhead: ऑक्टोबरमध्ये ३० हजार कर्मचाऱ्यांची कपात bbox=[833, 2255, 1067, 2273]
fast-news-city: चेन्नई : bbox=[23, 954, 48, 967]
ipl-cell: PBKS bbox=[23, 180, 97, 201]
registration-dot-group bbox=[1101, 2388, 1162, 2400]
ipl-cell: 8 bbox=[171, 201, 205, 221]
accused-subhead: चारही आरोपींची सामान्य पार्श्वभूमी bbox=[1320, 360, 1471, 402]
oil-dateline: नवी दिल्ली : वृत्तसंस्था bbox=[307, 1561, 384, 1573]
october-layoffs-text: ओरॅकलने याआधी दिवाळीत मोठी कपात केली होती. सकाळी ६ वाजता मेल पाठवून कर्मचाऱ्यांना नारळ देण्यात आला होता. ऑक्टोबरमध्ये एकूण ३० हजार कर्मचाऱ्यांची कपात झाल्याने खळबळ उडाली होती. आता मेटाच्या निर्णयाने टेक क्षेत्रातील अस्थिरता पुन्हा अधोरेखित झाली आहे. भारतीय कर्मचाऱ्यांवरही परिणाम होण्याची शक्यता वर्तविली जात आहे. bbox=[778, 2277, 1122, 2332]
fast-news-icon: » bbox=[35, 737, 54, 757]
ipl-cell: 5 bbox=[97, 201, 122, 221]
registration-dot bbox=[1382, 6, 1394, 17]
epaper-link-icon: → bbox=[26, 59, 42, 76]
ipl-cell: DC bbox=[23, 242, 97, 262]
toy-body-right bbox=[1288, 294, 1493, 600]
person-role: (खेळाडू) bbox=[224, 545, 254, 557]
registration-dot bbox=[387, 6, 399, 17]
person-name: स्वाती रेड्डी bbox=[135, 651, 174, 664]
ipl-cell: 5 bbox=[97, 344, 122, 364]
person-photo bbox=[115, 442, 193, 526]
fast-news-headline: फरार आरोपीस अटक bbox=[23, 779, 138, 797]
registration-dot-group bbox=[1349, 2388, 1410, 2400]
ipl-cell: 5 bbox=[97, 242, 122, 262]
meta-column-1-text: ओपनएआयसह अनेक कंपन्यांमध्ये कपातीचे सत्र सुरू असतानाच आता मेटा प्लॅटफॉर्म्सची त्यात भर पडली आहे. मेटामधून जवळपास १६ हजार कर्मचाऱ्यांना नोकऱ्या गमवाव्या लागणार आहेत. कंपनीच्या परफॉर्मन्स रिव्ह्यू प्रक्रियेनंतर ही कपात केली जाणार असल्याचे वृत्त आहे. २० मेपासून ही प्रक्रिया सुरू होणार असून पहिल्या टप्प्यात ८ हजार कामगारांना नारळ दिला जाईल. bbox=[307, 2088, 451, 2228]
fast-news-headline: ट्रम्प यांना टोला bbox=[23, 1085, 103, 1102]
grain-illustration bbox=[439, 1024, 596, 1115]
farmer-body-text: मध्य प्रदेशातील धार आणि खरगाव जिल्ह्यांतील शेतकऱ्यांची बनावट बियाण्यांमुळे फसवणूक झाल्याप्रकरणी कृषिमंत्र्यांनी संबंधित बियाणे कंपनीविरोधात गुन्हा दाखल करण्याचे आदेश दिले आहेत. शेतकऱ्यांच्या तक्रारीनुसार सोयाबीनचे बियाणे उगवलेच नाही. त्यामुळे हजारो हेक्टरवरील पेरणी वाया गेली आहे. शेतकरी हिताशी कोणतीही तडजोड केली जाणार नाही, असे स्पष्ट करीत सरकारने नुकसानभरपाईचे निर्देशही दिले आहेत. कृषी विभागाच्या पथकांनी बियाण्यांचे नमुने तपासणीसाठी प्रयोगशाळेत पाठविले असून अहवाल आल्यानंतर पुढील कारवाई केली जाईल. जिल्हाधिकाऱ्यांनी पंचनाम्याचे आदेशही दिले आहेत. bbox=[307, 1097, 420, 1381]
ipl-header-row bbox=[23, 160, 285, 180]
registration-marks-bottom bbox=[23, 2381, 1493, 2403]
registration-dot bbox=[122, 2388, 134, 2400]
restructure-intro-text: महिला आरक्षण कायदा २०२३ मध्येच मंजूर झाला असतानाही त्याची अंमलबजावणी मतदारसंघ फेररचनेच्या अटीवर अडकली आहे. फेररचनेचा घाट नेमका कशासाठी घातला जात आहे, असा सवाल शिवसेना (उबाठा) नेते आदित्य ठाकरे यांनी केला आहे. चर्चेत त्यांनी केंद्र सरकारच्या भूमिकेवर प्रश्नचिन्ह उपस्थित केले. bbox=[967, 1009, 1231, 1078]
header-left bbox=[26, 28, 350, 76]
toy-body-left bbox=[1083, 294, 1279, 600]
toy-car-photo bbox=[1276, 190, 1493, 286]
restructure-body-text: सध्याच्या ५४३ लोकसभा मतदारसंघांतच ३३ टक्के महिला आरक्षण लागू करता येणे शक्य आहे, असे ठाकरे म्हणाले. फेररचनेच्या नावाखाली दक्षिणेकडील राज्यांच्या जागा कमी करण्याचा डाव असल्याचा आरोपही विरोधकांनी केला आहे. लोकसंख्येच्या आधारावर फेररचना झाल्यास उत्तरेकडील राज्यांना अधिक जागा मिळतील आणि संघराज्य रचनेवर परिणाम होईल, अशी भीती व्यक्त होत आहे. केंद्र सरकारने मात्र सर्व राज्यांना विश्वासात घेऊनच निर्णय होईल, असे स्पष्ट केले आहे. २०२६ नंतरच्या जनगणनेनंतर फेररचनेची प्रक्रिया सुरू होण्याची शक्यता आहे. महिला संघटनांनी आरक्षणाची तातडीने अंमलबजावणी करण्याची मागणी केली आहे. प्रियंका चतुर्वेदींची भूमिका बदलल्याने या चर्चेला आणखी उधाण आले असून आगामी अधिवेशनात हा मुद्दा गाजण्याची चिन्हे आहेत. विरोधी पक्षांनी संयुक्त रणनीती आखण्यासाठी बैठक बोलावली आहे. bbox=[615, 1164, 1231, 1247]
registration-dot-group bbox=[354, 6, 415, 17]
registration-dot bbox=[139, 2388, 150, 2400]
table-row bbox=[23, 364, 285, 384]
epaper-link[interactable]: http://www.dainikekmat.com bbox=[92, 60, 242, 73]
ipl-cell: 1 bbox=[122, 344, 148, 364]
fast-news-city: दिल्ली : bbox=[23, 1244, 55, 1256]
person-photo bbox=[115, 563, 193, 647]
